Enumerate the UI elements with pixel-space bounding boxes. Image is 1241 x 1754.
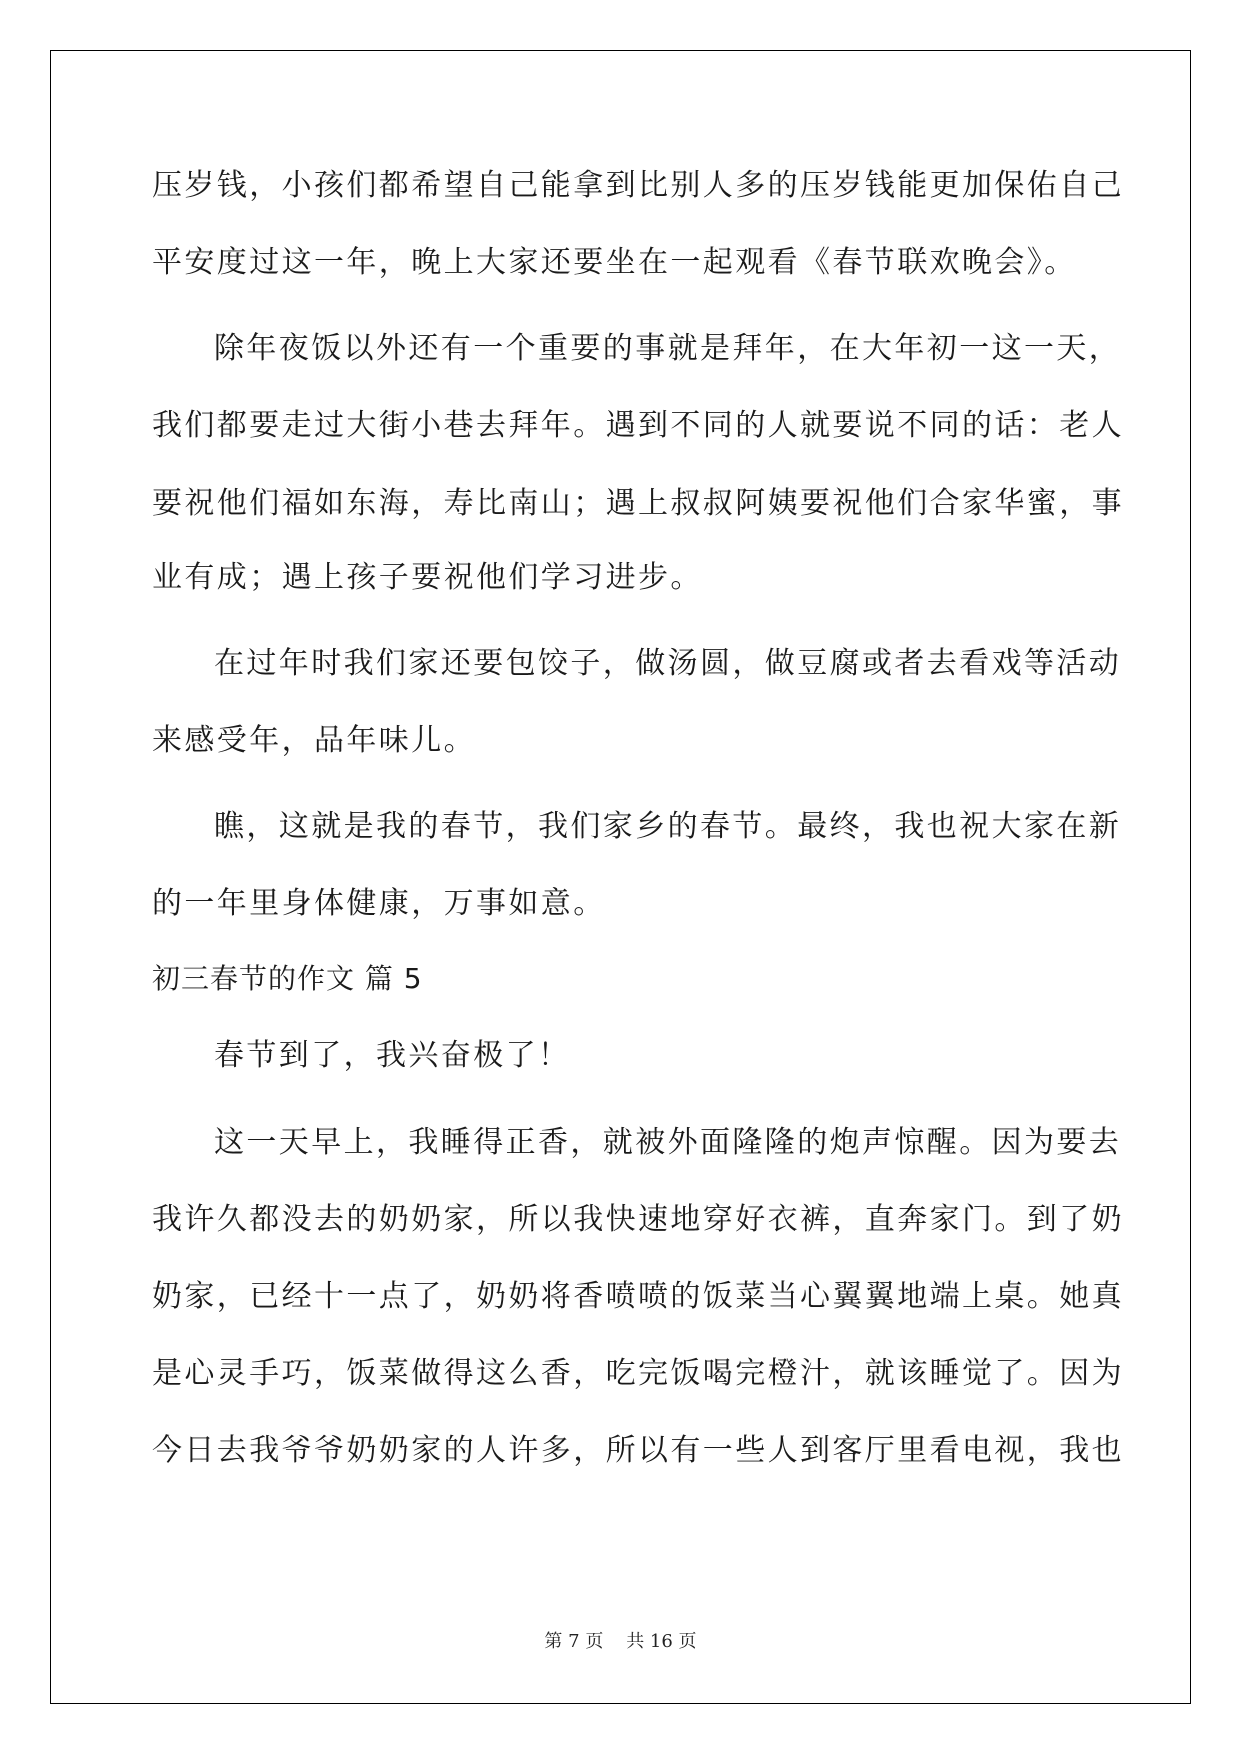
section-heading: 初三春节的作文 篇 5 xyxy=(152,962,423,995)
paragraph-first-line: 除年夜饭以外还有一个重要的事就是拜年，在大年初一这一天， xyxy=(214,331,1122,366)
text-line: 业有成；遇上孩子要祝他们学习进步。 xyxy=(152,560,703,595)
text-line: 我许久都没去的奶奶家，所以我快速地穿好衣裤，直奔家门。到了奶 xyxy=(152,1202,1124,1237)
text-line: 来感受年，品年味儿。 xyxy=(152,723,476,758)
text-line: 压岁钱，小孩们都希望自己能拿到比别人多的压岁钱能更加保佑自己 xyxy=(152,168,1124,203)
paragraph-first-line: 在过年时我们家还要包饺子，做汤圆，做豆腐或者去看戏等活动 xyxy=(214,646,1122,681)
text-line: 是心灵手巧，饭菜做得这么香，吃完饭喝完橙汁，就该睡觉了。因为 xyxy=(152,1356,1124,1391)
text-line: 我们都要走过大街小巷去拜年。遇到不同的人就要说不同的话：老人 xyxy=(152,408,1124,443)
page-number-footer: 第 7 页 共 16 页 xyxy=(544,1631,697,1652)
text-line: 平安度过这一年，晚上大家还要坐在一起观看《春节联欢晚会》。 xyxy=(152,245,1077,280)
text-line: 今日去我爷爷奶奶家的人许多，所以有一些人到客厅里看电视，我也 xyxy=(152,1433,1124,1468)
paragraph-first-line: 瞧，这就是我的春节，我们家乡的春节。最终，我也祝大家在新 xyxy=(214,809,1122,844)
paragraph-first-line: 这一天早上，我睡得正香，就被外面隆隆的炮声惊醒。因为要去 xyxy=(214,1125,1122,1160)
text-line: 奶家，已经十一点了，奶奶将香喷喷的饭菜当心翼翼地端上桌。她真 xyxy=(152,1279,1124,1314)
text-line: 要祝他们福如东海，寿比南山；遇上叔叔阿姨要祝他们合家华蜜，事 xyxy=(152,486,1124,521)
paragraph-first-line: 春节到了，我兴奋极了！ xyxy=(214,1038,571,1073)
text-line: 的一年里身体健康，万事如意。 xyxy=(152,886,606,921)
